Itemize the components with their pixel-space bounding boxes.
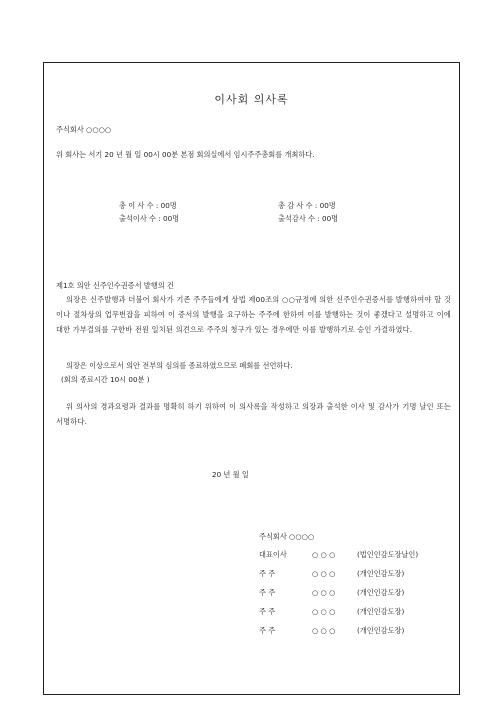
signer-seal: (개인인감도장)	[357, 626, 405, 635]
signer-seal: (개인인감도장)	[357, 588, 405, 597]
signer-seal: (법인인감도장날인)	[357, 550, 419, 559]
signature-company: 주식회사 ○○○○	[259, 532, 315, 541]
signer-role: 주 주	[259, 626, 276, 635]
signer-role: 대표이사	[259, 550, 287, 559]
company-name: 주식회사 ○○○○	[56, 125, 112, 134]
signer-name: ○ ○ ○	[312, 569, 336, 578]
closing-time: (회의 종료시간 10시 00분 )	[61, 375, 150, 384]
agenda-body: 의장은 신주발행과 더불어 회사가 기존 주주들에게 상법 제00조의 ○○규정에 의한 신주인수권증서를 발행하여야 할 것이나 절차상의 업무번잡을 피하여 이 증서의 발행을 요구하는 주주에 한하여 이를 발행하는 것이 좋겠다고 설명하고 이에 대한 가부결의를 구한바 전원 일치된 의견으로 주주의 청구가 있는 경우에만 이를 발행하기로 승인 가결하였다.	[56, 295, 451, 334]
signer-name: ○ ○ ○	[312, 607, 336, 616]
present-auditors: 출석감사 수 : 00명	[278, 214, 339, 223]
signer-name: ○ ○ ○	[312, 588, 336, 597]
document-title: 이사회 의사록	[214, 93, 289, 106]
closing-line: 의장은 이상으로서 의안 전부의 심의를 종료하였으므로 폐회를 선언하다.	[66, 361, 293, 370]
meeting-intro: 위 회사는 서기 20 년 월 일 00시 00분 본점 회의실에서 임시주주총회를 개최하다.	[56, 150, 315, 159]
present-directors: 출석이사 수 : 00명	[119, 214, 180, 223]
total-auditors: 총 감 사 수 : 00명	[278, 201, 336, 210]
signer-seal: (개인인감도장)	[357, 569, 405, 578]
total-directors: 총 이 사 수 : 00명	[119, 201, 177, 210]
signer-role: 주 주	[259, 569, 276, 578]
document-page	[43, 62, 460, 695]
signer-name: ○ ○ ○	[312, 626, 336, 635]
signer-seal: (개인인감도장)	[357, 607, 405, 616]
signer-role: 주 주	[259, 588, 276, 597]
document-date: 20 년 월 일	[212, 470, 249, 479]
signer-name: ○ ○ ○	[312, 550, 336, 559]
agenda-title: 제1호 의안 신주인수권증서 발행의 건	[56, 281, 174, 290]
statement: 위 의사의 경과요령과 결과를 명확히 하기 위하여 이 의사록을 작성하고 의장과 출석한 이사 및 감사가 기명 날인 또는 서명하다.	[56, 402, 451, 426]
signer-role: 주 주	[259, 607, 276, 616]
